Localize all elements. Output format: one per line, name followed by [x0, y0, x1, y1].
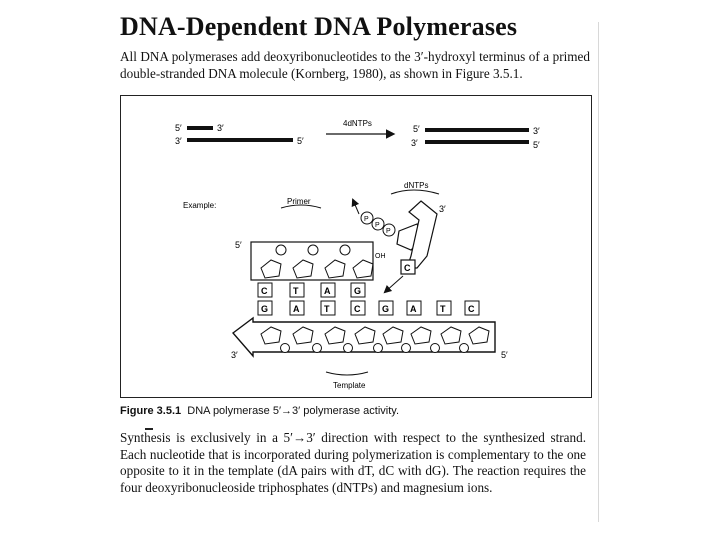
- top-left-5prime: 5′: [175, 123, 182, 133]
- top-right-5prime-b: 5′: [533, 140, 540, 150]
- template-long-bar: [187, 138, 293, 142]
- template-base: C: [468, 304, 475, 314]
- primer-label: Primer: [287, 197, 311, 206]
- figure-box: [120, 95, 592, 398]
- top-left-5prime-b: 5′: [297, 136, 304, 146]
- phosphate-label: P: [375, 222, 380, 229]
- phosphate-circle: [276, 245, 286, 255]
- product-top-bar: [425, 128, 529, 132]
- phosphate-circle: [344, 344, 353, 353]
- phosphate-circle: [308, 245, 318, 255]
- phosphate-circle: [460, 344, 469, 353]
- example-label: Example:: [183, 201, 217, 210]
- body-paragraph: Synthesis is exclusively in a 5′→3′ direction with respect to the synthesized strand. Each nucleotide that is incorporated during polymerization is complementary to the one opposite to it in the template (dA pairs with dT, dC with dG). The reaction requires the four deoxyribonucleoside triphosphates (dNTPs) and magnesium ions.: [120, 430, 586, 495]
- dntps-label: dNTPs: [404, 181, 429, 190]
- template-base: T: [324, 304, 330, 314]
- arrow-label-4dntps: 4dNTPs: [343, 119, 372, 128]
- template-backbone-arrow: [233, 318, 495, 356]
- phosphate-circle: [402, 344, 411, 353]
- figure-caption: [120, 405, 399, 417]
- top-right-3prime: 3′: [533, 126, 540, 136]
- phosphate-circle: [374, 344, 383, 353]
- phosphate-circle: [313, 344, 322, 353]
- template-5prime: 5′: [501, 350, 508, 360]
- page-title: DNA-Dependent DNA Polymerases: [120, 12, 518, 41]
- template-3prime: 3′: [231, 350, 238, 360]
- phosphate-circle: [431, 344, 440, 353]
- primer-base-a: A: [324, 286, 331, 296]
- template-base: A: [410, 304, 417, 314]
- template-base: C: [354, 304, 361, 314]
- template-brace: [326, 372, 368, 375]
- primer-short-bar: [187, 126, 213, 130]
- caption-text: DNA polymerase 5′→3′ polymerase activity.: [187, 405, 400, 417]
- dna-polymerase-diagram: [121, 96, 593, 399]
- phosphate-label: P: [364, 216, 369, 223]
- leaving-pyrophosphate-arrow: [353, 200, 359, 214]
- top-right-3prime-b: 3′: [411, 138, 418, 148]
- phosphate-circle: [281, 344, 290, 353]
- incoming-3prime: 3′: [439, 204, 446, 214]
- intro-paragraph: All DNA polymerases add deoxyribonucleotides to the 3′-hydroxyl terminus of a primed double-stranded DNA molecule (Kornberg, 1980), as shown in Figure 3.5.1.: [120, 49, 590, 81]
- caption-label: Figure 3.5.1: [120, 405, 182, 417]
- primer-oh-label: OH: [375, 253, 386, 260]
- top-right-5prime: 5′: [413, 124, 420, 134]
- phosphate-label: P: [386, 228, 391, 235]
- incoming-base: C: [404, 263, 411, 273]
- primer-strand: [235, 240, 386, 297]
- primer-5prime: 5′: [235, 240, 242, 250]
- template-base: A: [293, 304, 300, 314]
- incorporation-arrow: [385, 276, 403, 292]
- template-label: Template: [333, 381, 366, 390]
- product-bottom-bar: [425, 140, 529, 144]
- template-base: G: [261, 304, 269, 314]
- template-base: T: [440, 304, 446, 314]
- dntps-brace: [391, 190, 439, 194]
- primer-base-t: T: [293, 286, 299, 296]
- top-left-3prime-b: 3′: [175, 136, 182, 146]
- template-base: G: [382, 304, 390, 314]
- page-edge-line: [598, 22, 599, 522]
- primer-base-c: C: [261, 286, 268, 296]
- primer-base-g: G: [354, 286, 362, 296]
- phosphate-circle: [340, 245, 350, 255]
- template-strand: [231, 301, 508, 360]
- top-left-3prime: 3′: [217, 123, 224, 133]
